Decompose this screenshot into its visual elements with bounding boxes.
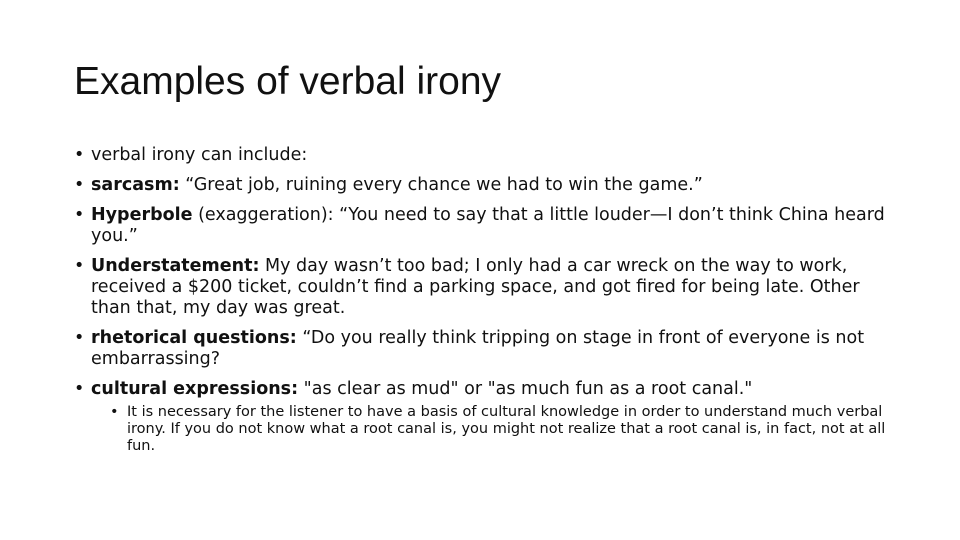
- bullet-dot-icon: •: [74, 328, 85, 348]
- sub-bullet-dot-icon: •: [110, 404, 119, 420]
- bullet-text: verbal irony can include:: [91, 145, 308, 165]
- sub-bullet-item-cultural-knowledge: [110, 404, 894, 455]
- bullet-dot-icon: •: [74, 205, 85, 225]
- bullet-term: rhetorical questions:: [91, 328, 297, 348]
- bullet-list: [74, 145, 894, 455]
- bullet-text: “Great job, ruining every chance we had to win the game.”: [179, 175, 703, 195]
- bullet-item-sarcasm: [74, 175, 894, 196]
- bullet-item-hyperbole: [74, 205, 894, 247]
- bullet-text: My day wasn’t too bad; I only had a car wreck on the way to work, received a $200 ticket, couldn’t find a parking space, and got fired for being late. Other than that, my day was great.: [91, 256, 860, 318]
- bullet-term: Hyperbole: [91, 205, 193, 225]
- bullet-text: "as clear as mud" or "as much fun as a root canal.": [298, 379, 753, 399]
- bullet-item-understatement: [74, 256, 894, 319]
- bullet-dot-icon: •: [74, 145, 85, 165]
- bullet-text: (exaggeration): “You need to say that a little louder—I don’t think China heard you.”: [91, 205, 885, 246]
- bullet-text: “Do you really think tripping on stage in front of everyone is not embarrassing?: [91, 328, 865, 369]
- sub-bullet-text: It is necessary for the listener to have a basis of cultural knowledge in order to understand much verbal irony. If you do not know what a root canal is, you might not realize that a root canal is, in fact, not at all fun.: [127, 404, 886, 454]
- slide-title: Examples of verbal irony: [74, 60, 502, 103]
- bullet-term: Understatement:: [91, 256, 260, 276]
- bullet-item-rhetorical-questions: [74, 328, 894, 370]
- bullet-dot-icon: •: [74, 175, 85, 195]
- bullet-dot-icon: •: [74, 379, 85, 399]
- bullet-term: sarcasm:: [91, 175, 180, 195]
- bullet-dot-icon: •: [74, 256, 85, 276]
- sub-bullet-list: [74, 404, 894, 455]
- bullet-item-verbal-irony: [74, 145, 894, 166]
- bullet-term: cultural expressions:: [91, 379, 299, 399]
- sub-bullet-container: [74, 404, 894, 455]
- bullet-item-cultural-expressions: [74, 379, 894, 400]
